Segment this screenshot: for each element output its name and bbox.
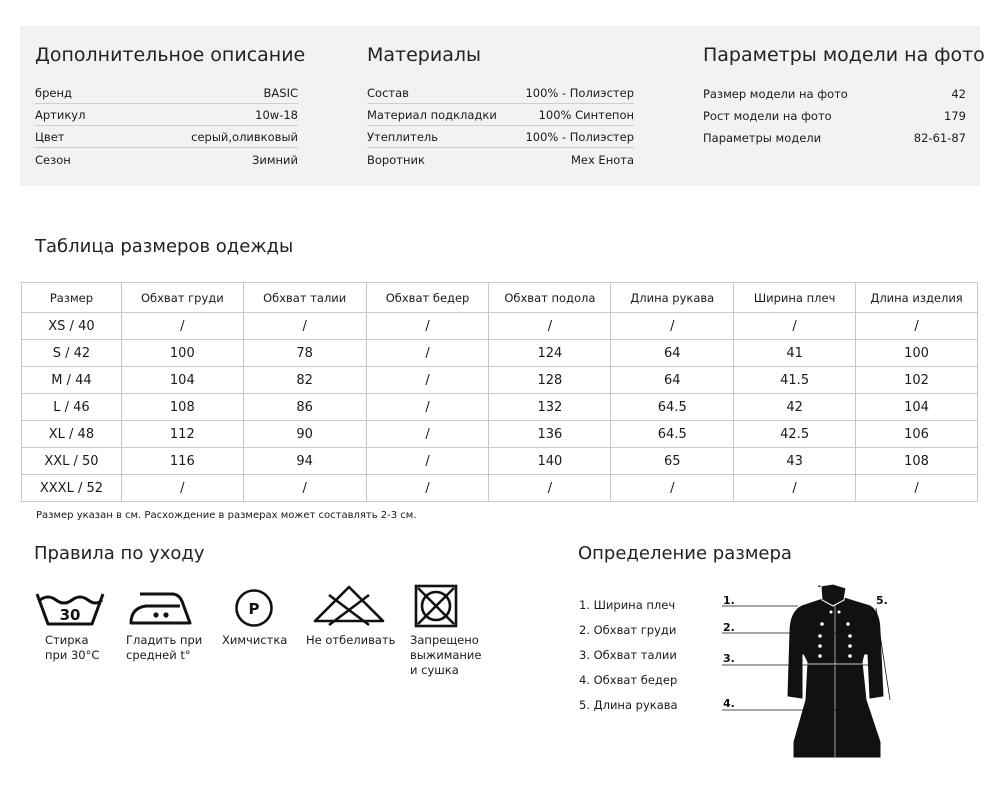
measurement-cell: 100 — [856, 340, 978, 367]
measurement-cell: / — [121, 313, 243, 340]
measurement-cell: 108 — [856, 448, 978, 475]
info-row-insulation: Утеплитель 100% - Полиэстер — [367, 126, 634, 148]
size-table-header-cell: Размер — [22, 283, 122, 313]
coat-label-2: 2. — [723, 621, 735, 634]
measurement-cell: / — [489, 475, 611, 502]
info-row-model-height: Рост модели на фото 179 — [703, 109, 966, 123]
measurement-cell: 41 — [734, 340, 856, 367]
measurement-cell: 112 — [121, 421, 243, 448]
measurement-cell: / — [366, 394, 489, 421]
size-table-header-cell: Обхват подола — [489, 283, 611, 313]
size-definition-list — [579, 598, 678, 723]
measurement-cell: / — [856, 313, 978, 340]
measurement-cell: 140 — [489, 448, 611, 475]
care-label-wash: Стирка при 30°С — [45, 633, 100, 662]
measurement-cell: 41.5 — [734, 367, 856, 394]
coat-silhouette — [788, 586, 883, 757]
care-label-dry-clean: Химчистка — [222, 633, 288, 647]
coat-illustration — [720, 582, 910, 762]
size-table-row — [22, 448, 978, 475]
size-table-row — [22, 394, 978, 421]
info-row-brand: бренд BASIC — [35, 82, 298, 104]
measurement-cell: 86 — [243, 394, 366, 421]
product-info-panel — [20, 26, 985, 186]
measurement-cell: / — [366, 313, 489, 340]
measurement-cell: 132 — [489, 394, 611, 421]
measurement-cell: / — [489, 313, 611, 340]
measurement-cell: 82 — [243, 367, 366, 394]
coat-label-5: 5. — [876, 594, 888, 607]
measurement-cell: 128 — [489, 367, 611, 394]
measurement-cell: / — [611, 313, 734, 340]
info-row-collar: Воротник Мех Енота — [367, 153, 634, 167]
measurement-cell: 42.5 — [734, 421, 856, 448]
measurement-cell: 65 — [611, 448, 734, 475]
measurement-cell: / — [856, 475, 978, 502]
measurement-cell: / — [243, 475, 366, 502]
size-table-row — [22, 313, 978, 340]
size-table-header-row — [22, 283, 978, 313]
size-cell: L / 46 — [22, 394, 122, 421]
info-row-lining: Материал подкладки 100% Синтепон — [367, 104, 634, 126]
size-table — [21, 282, 978, 502]
size-table-row — [22, 340, 978, 367]
measurement-cell: 64.5 — [611, 421, 734, 448]
size-table-header-cell: Обхват талии — [243, 283, 366, 313]
measurement-cell: 64.5 — [611, 394, 734, 421]
measurement-cell: / — [611, 475, 734, 502]
size-cell: XL / 48 — [22, 421, 122, 448]
care-label-no-tumble: Запрещено выжимание и сушка — [410, 633, 482, 677]
size-table-header-cell: Обхват бедер — [366, 283, 489, 313]
size-table-header-cell: Ширина плеч — [734, 283, 856, 313]
no-bleach-icon — [311, 583, 387, 627]
measurement-cell: / — [366, 421, 489, 448]
measurement-cell: 64 — [611, 340, 734, 367]
measurement-cell: / — [734, 475, 856, 502]
info-row-season: Сезон Зимний — [35, 153, 298, 167]
dry-clean-p-icon — [234, 588, 274, 628]
measurement-cell: / — [734, 313, 856, 340]
measurement-cell: 116 — [121, 448, 243, 475]
size-cell: XS / 40 — [22, 313, 122, 340]
size-table-row — [22, 421, 978, 448]
measurement-cell: / — [366, 448, 489, 475]
measurement-cell: 106 — [856, 421, 978, 448]
measurement-cell: 42 — [734, 394, 856, 421]
size-table-row — [22, 475, 978, 502]
measurement-cell: / — [366, 340, 489, 367]
size-cell: M / 44 — [22, 367, 122, 394]
dry-clean-letter: P — [248, 600, 260, 618]
measurement-cell: / — [243, 313, 366, 340]
materials-title: Материалы — [367, 44, 481, 66]
care-rules-title: Правила по уходу — [34, 543, 205, 564]
measurement-cell: / — [366, 475, 489, 502]
measurement-cell: 108 — [121, 394, 243, 421]
info-row-model-size: Размер модели на фото 42 — [703, 87, 966, 101]
size-table-title: Таблица размеров одежды — [35, 236, 294, 257]
wash-30-icon — [34, 588, 106, 628]
iron-medium-icon — [128, 590, 194, 626]
size-table-header-cell: Длина изделия — [856, 283, 978, 313]
measurement-cell: 104 — [121, 367, 243, 394]
size-cell: S / 42 — [22, 340, 122, 367]
care-label-iron: Гладить при средней t° — [126, 633, 203, 662]
measurement-cell: 94 — [243, 448, 366, 475]
size-definition-title: Определение размера — [578, 543, 792, 564]
coat-label-3: 3. — [723, 652, 735, 665]
measurement-cell: 102 — [856, 367, 978, 394]
definition-item: 1. Ширина плеч — [579, 598, 676, 612]
measurement-cell: 43 — [734, 448, 856, 475]
size-table-header-cell: Обхват груди — [121, 283, 243, 313]
measurement-cell: 78 — [243, 340, 366, 367]
coat-label-4: 4. — [723, 697, 735, 710]
definition-item: 5. Длина рукава — [579, 698, 678, 712]
info-row-article: Артикул 10w-18 — [35, 104, 298, 126]
size-note: Размер указан в см. Расхождение в размерах может составлять 2-3 см. — [36, 510, 417, 521]
info-row-color: Цвет серый,оливковый — [35, 126, 298, 148]
measurement-cell: 124 — [489, 340, 611, 367]
measurement-cell: 100 — [121, 340, 243, 367]
definition-item: 2. Обхват груди — [579, 623, 677, 637]
info-row-composition: Состав 100% - Полиэстер — [367, 82, 634, 104]
size-table-header-cell: Длина рукава — [611, 283, 734, 313]
model-params-title: Параметры модели на фото — [703, 44, 985, 66]
definition-item: 4. Обхват бедер — [579, 673, 678, 687]
measurement-cell: / — [366, 367, 489, 394]
size-table-row — [22, 367, 978, 394]
coat-label-1: 1. — [723, 594, 735, 607]
no-tumble-dry-icon — [412, 582, 460, 630]
wash-temp-text: 30 — [59, 606, 81, 624]
info-row-model-params: Параметры модели 82-61-87 — [703, 131, 966, 145]
measurement-cell: 90 — [243, 421, 366, 448]
measurement-cell: 136 — [489, 421, 611, 448]
definition-item: 3. Обхват талии — [579, 648, 677, 662]
size-cell: XXXL / 52 — [22, 475, 122, 502]
measurement-cell: 64 — [611, 367, 734, 394]
care-label-no-bleach: Не отбеливать — [306, 633, 396, 647]
size-cell: XXL / 50 — [22, 448, 122, 475]
measurement-cell: 104 — [856, 394, 978, 421]
measurement-cell: / — [121, 475, 243, 502]
additional-description-title: Дополнительное описание — [35, 44, 306, 66]
